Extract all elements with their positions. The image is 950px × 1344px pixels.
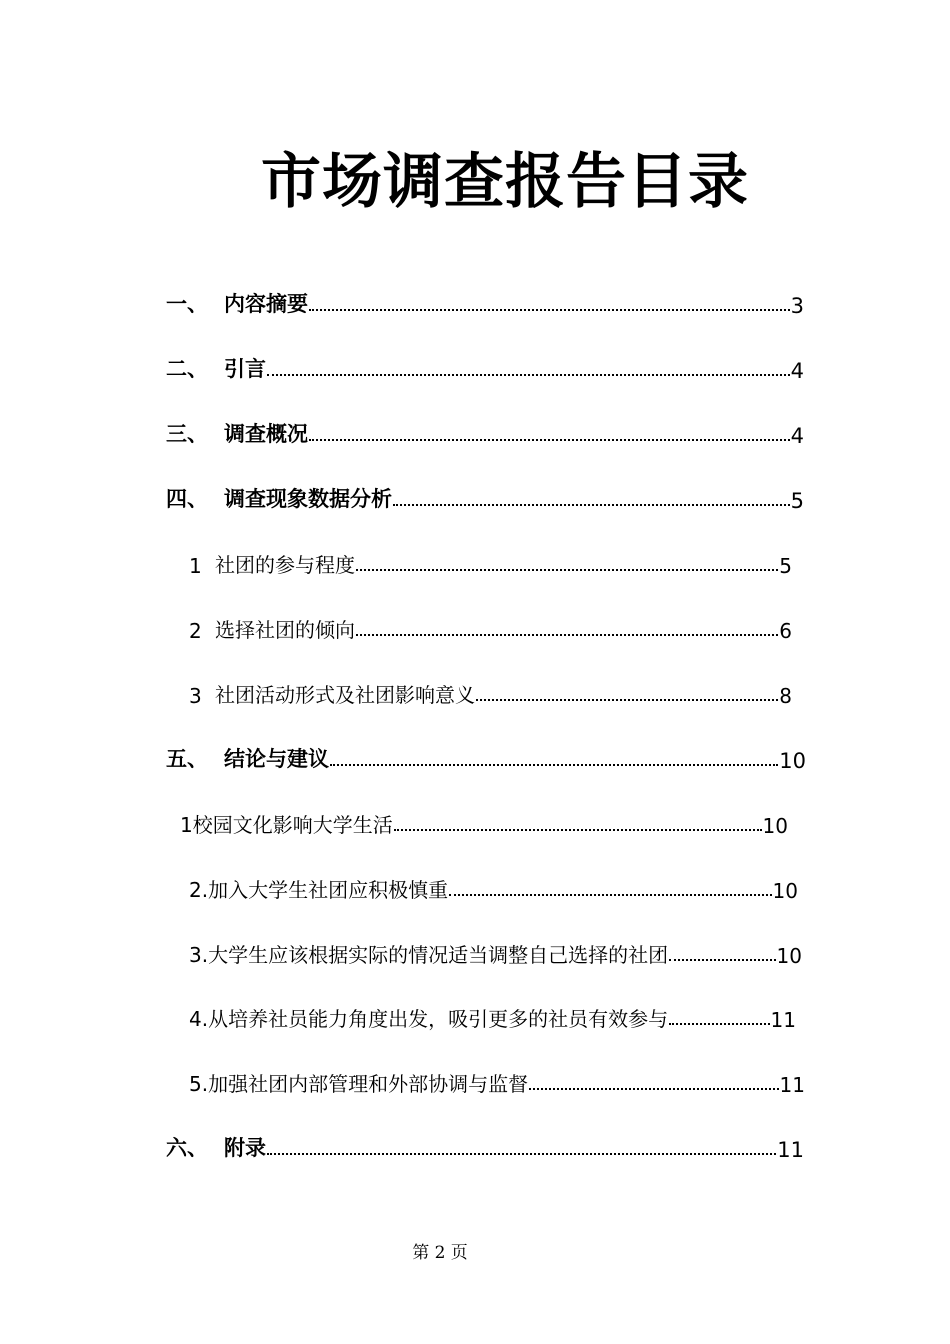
- toc-page: 6: [779, 619, 792, 643]
- toc-page: 10: [762, 814, 788, 838]
- toc-subitem-adjust-choice[interactable]: [189, 934, 802, 968]
- toc-label: 附录: [224, 1136, 266, 1160]
- toc-page: 5: [779, 554, 792, 578]
- toc-subitem-tendency[interactable]: [189, 609, 792, 643]
- toc-page: 10: [776, 944, 802, 968]
- toc-number: 3: [189, 684, 202, 708]
- toc-leader: [669, 1023, 769, 1025]
- toc-leader: [330, 764, 778, 766]
- toc-page: 11: [770, 1008, 796, 1032]
- toc-item-appendix[interactable]: [166, 1128, 804, 1162]
- toc-page: 5: [790, 489, 804, 513]
- toc-label: 社团活动形式及社团影响意义: [215, 683, 475, 707]
- toc-label: 选择社团的倾向: [215, 618, 355, 642]
- toc-page: 10: [779, 749, 806, 773]
- toc-leader: [394, 829, 762, 831]
- toc-number: 一、: [166, 292, 208, 316]
- toc-label: 结论与建议: [224, 747, 329, 771]
- page-number-footer: 第 2 页: [412, 1243, 468, 1263]
- toc-leader: [309, 309, 790, 311]
- toc-leader: [476, 699, 778, 701]
- toc-subitem-member-ability[interactable]: [189, 998, 796, 1032]
- toc-leader: [529, 1088, 778, 1090]
- toc-item-overview[interactable]: [166, 414, 804, 448]
- toc-page: 11: [779, 1073, 805, 1097]
- toc-page: 10: [772, 879, 798, 903]
- toc-label: 4.从培养社员能力角度出发，吸引更多的社员有效参与: [189, 1007, 669, 1031]
- toc-label: 3.大学生应该根据实际的情况适当调整自己选择的社团: [189, 943, 669, 967]
- toc-leader: [449, 894, 771, 896]
- toc-label: 社团的参与程度: [215, 553, 355, 577]
- toc-page: 4: [790, 424, 804, 448]
- toc-page: 4: [790, 359, 804, 383]
- toc-label: 2.加入大学生社团应积极慎重: [189, 878, 449, 902]
- toc-subitem-participation[interactable]: [189, 544, 792, 578]
- toc-number: 四、: [166, 487, 208, 511]
- toc-number: 五、: [166, 747, 208, 771]
- toc-page: 11: [777, 1138, 804, 1162]
- toc-item-summary[interactable]: [166, 284, 804, 318]
- toc-page: 3: [790, 294, 804, 318]
- toc-leader: [267, 1153, 776, 1155]
- toc-subitem-join-clubs[interactable]: [189, 869, 798, 903]
- toc-number: 二、: [166, 357, 208, 381]
- toc-subitem-management[interactable]: [189, 1063, 805, 1097]
- toc-leader: [356, 569, 778, 571]
- toc-leader: [356, 634, 778, 636]
- toc-item-introduction[interactable]: [166, 349, 804, 383]
- toc-number: 三、: [166, 422, 208, 446]
- toc-number: 1: [189, 554, 202, 578]
- toc-label: 5.加强社团内部管理和外部协调与监督: [189, 1072, 529, 1096]
- page-title: 市场调查报告目录: [261, 147, 749, 217]
- toc-label: 1校园文化影响大学生活: [180, 813, 393, 837]
- toc-leader: [393, 504, 790, 506]
- toc-subitem-campus-culture[interactable]: [180, 804, 788, 838]
- toc-item-data-analysis[interactable]: [166, 479, 804, 513]
- toc-subitem-activity-forms[interactable]: [189, 674, 792, 708]
- toc-label: 内容摘要: [224, 292, 308, 316]
- toc-label: 引言: [224, 357, 266, 381]
- toc-label: 调查概况: [224, 422, 308, 446]
- toc-leader: [267, 374, 790, 376]
- toc-item-conclusions[interactable]: [166, 739, 806, 773]
- toc-number: 2: [189, 619, 202, 643]
- toc-leader: [309, 439, 790, 441]
- toc-number: 六、: [166, 1136, 208, 1160]
- toc-page: 8: [779, 684, 792, 708]
- toc-leader: [669, 959, 775, 961]
- toc-label: 调查现象数据分析: [224, 487, 392, 511]
